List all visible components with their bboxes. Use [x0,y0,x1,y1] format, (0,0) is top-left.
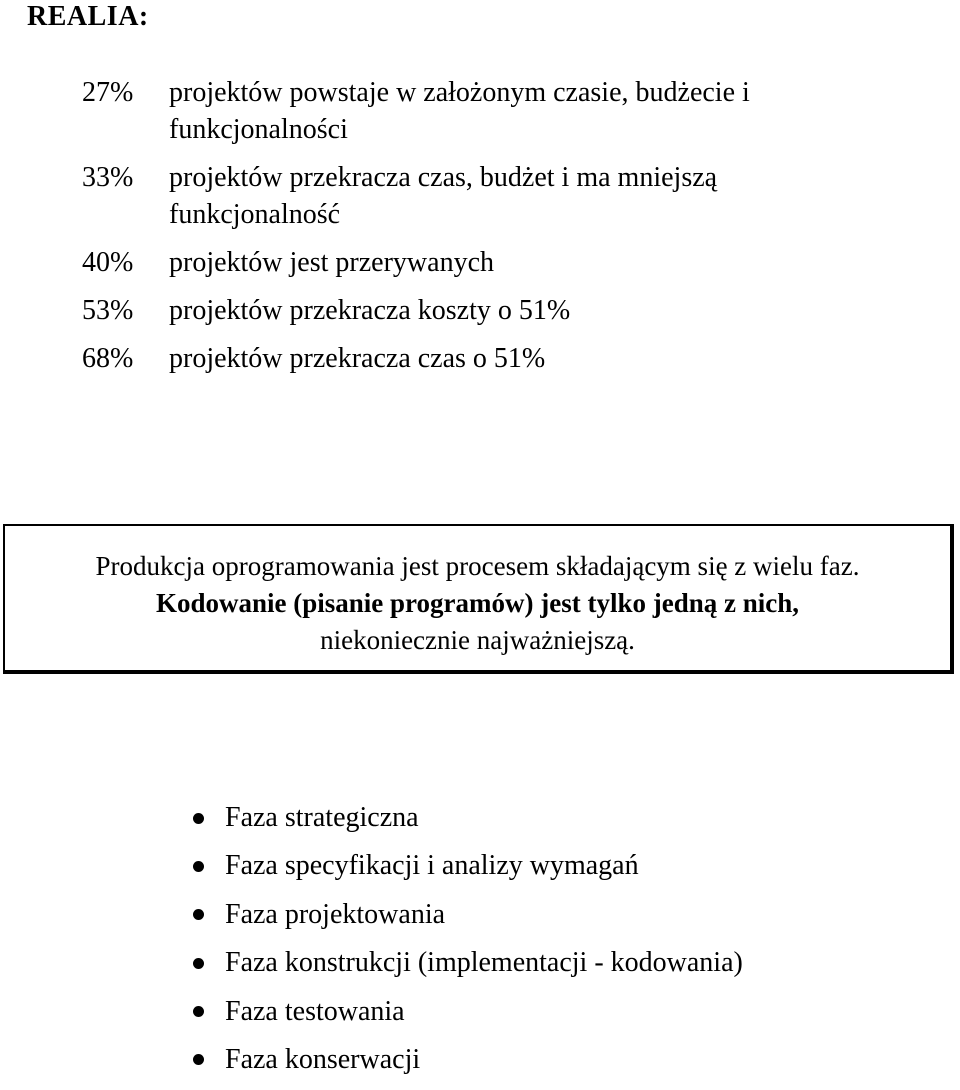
box-line-importance: niekoniecznie najważniejszą. [320,625,635,655]
stat-percent: 68% [82,343,134,374]
stat-percent: 27% [82,77,134,108]
stat-text: projektów przekracza koszty o 51% [169,295,571,326]
bullet-icon [193,861,204,872]
stat-item [82,159,882,233]
phase-label: Faza strategiczna [225,802,419,833]
list-item [190,848,743,884]
phase-label: Faza specyfikacji i analizy wymagań [225,850,639,882]
list-item [190,1042,743,1078]
stat-text: projektów przekracza czas o 51% [169,343,546,374]
stat-text: projektów powstaje w założonym czasie, budżecie i funkcjonalności [169,77,750,145]
list-item [190,945,743,981]
box-line-coding: Kodowanie (pisanie programów) jest tylko jedną z nich, [155,588,799,618]
stat-text: projektów przekracza czas, budżet i ma mniejszą funkcjonalność [169,162,718,230]
stat-item [82,74,882,148]
stat-percent: 33% [82,162,134,193]
stat-item [82,244,882,281]
stat-percent: 53% [82,295,134,326]
list-item [190,897,743,933]
statistics-list [82,74,882,388]
stat-item [82,292,882,329]
list-item [190,994,743,1030]
page-title: REALIA: [27,1,149,32]
bullet-icon [193,958,204,969]
bullet-icon [193,1006,204,1017]
key-statement-box [3,524,954,674]
stat-percent: 40% [82,247,134,278]
phase-label: Faza konserwacji [225,1043,421,1075]
stat-text: projektów jest przerywanych [169,247,494,278]
box-line-process: Produkcja oprogramowania jest procesem składającym się z wielu faz. [95,551,860,581]
phase-label: Faza konstrukcji (implementacji - kodowania) [225,947,743,979]
bullet-icon [193,813,204,824]
stat-item [82,340,882,377]
list-item [190,800,743,836]
bullet-icon [193,1054,204,1065]
phase-label: Faza testowania [225,995,405,1027]
phases-list [190,800,743,1090]
bullet-icon [193,909,204,920]
phase-label: Faza projektowania [225,898,446,930]
